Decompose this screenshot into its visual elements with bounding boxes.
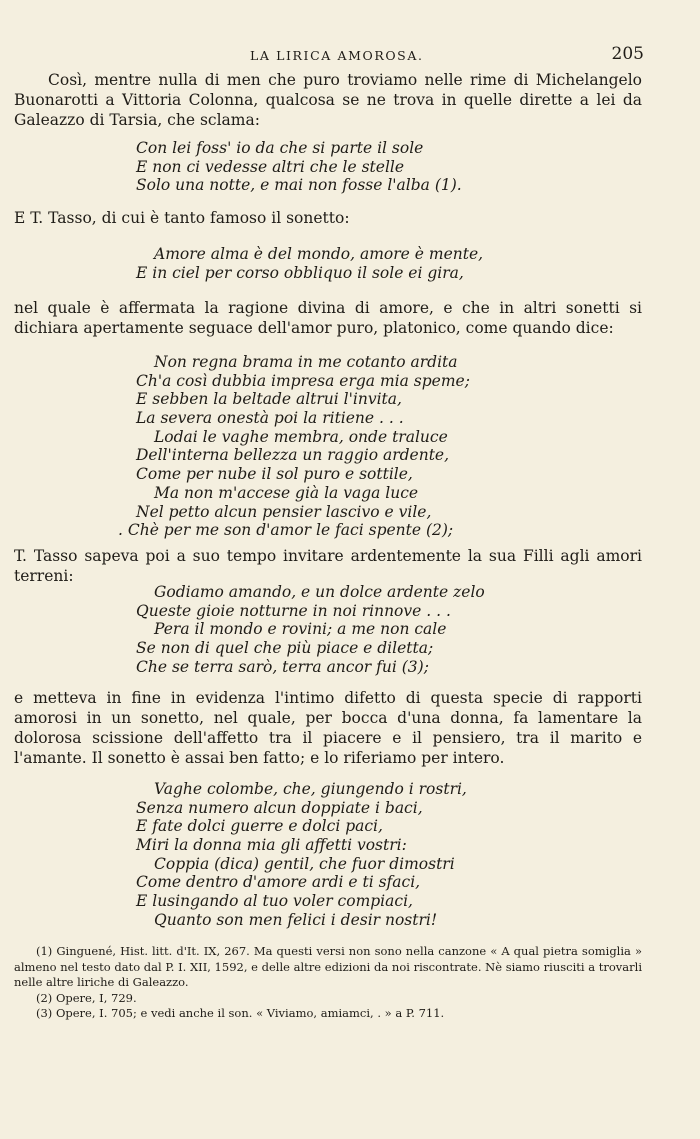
verse-line: Pera il mondo e rovini; a me non cale: [154, 620, 447, 639]
verse-line: Amore alma è del mondo, amore è mente,: [154, 245, 484, 263]
verse-line: Quanto son men felici i desir nostri!: [154, 910, 438, 929]
paragraph-3: nel quale è affermata la ragione divina di amore, e che in altri sonetti si dichiara apertamente seguace dell'amor puro, platonico, come quando dice:: [14, 299, 642, 337]
verse-tasso-platonico: [118, 353, 470, 540]
page-header: [0, 44, 700, 68]
paragraph-2: E T. Tasso, di cui è tanto famoso il sonetto:: [14, 209, 350, 227]
verse-tasso-amore: [136, 245, 483, 282]
verse-line: E non ci vedesse altri che le stelle: [136, 157, 405, 176]
verse-line: Solo una notte, e mai non fosse l'alba (1).: [136, 176, 462, 195]
verse-line: Come dentro d'amore ardi e ti sfaci,: [136, 873, 421, 892]
verse-line: Miri la donna mia gli affetti vostri:: [136, 836, 407, 855]
verse-line: Come per nube il sol puro e sottile,: [136, 465, 413, 484]
verse-line: Senza numero alcun doppiate i baci,: [136, 798, 423, 817]
verse-line: Godiamo amando, e un dolce ardente zelo: [154, 583, 485, 601]
verse-line: Non regna brama in me cotanto ardita: [154, 353, 458, 371]
verse-line: . Chè per me son d'amor le faci spente (2);: [118, 521, 454, 540]
verse-line: Dell'interna bellezza un raggio ardente,: [136, 446, 450, 465]
running-title: LA LIRICA AMOROSA.: [250, 48, 424, 63]
verse-line: Vaghe colombe, che, giungendo i rostri,: [154, 780, 467, 798]
footnote-1: (1) Ginguené, Hist. litt. d'It. IX, 267. Ma questi versi non sono nella canzone « A qual pietra somiglia » almeno nel testo dato dal P. I. XII, 1592, e delle altre edizioni da noi riscontrate. Nè siamo riusciti a trovarli nelle altre liriche di Galeazzo.: [14, 944, 642, 990]
verse-tasso-filli: [136, 583, 485, 676]
verse-line: E in ciel per corso obbliquo il sole ei gira,: [136, 263, 464, 282]
verse-line: La severa onestà poi la ritiene . . .: [136, 409, 404, 428]
paragraph-5: e metteva in fine in evidenza l'intimo difetto di questa specie di rapporti amorosi in un sonetto, nel quale, per bocca d'una donna, fa lamentare la dolorosa scissione dell'affetto tra il piacere e il pensiero, tra il marito e l'amante. Il sonetto è assai ben fatto; e lo riferiamo per intero.: [14, 689, 642, 767]
paragraph-4: T. Tasso sapeva poi a suo tempo invitare ardentemente la sua Filli agli amori terreni:: [14, 547, 642, 585]
verse-line: Coppia (dica) gentil, che fuor dimostri: [154, 854, 455, 873]
page-number: 205: [611, 44, 644, 64]
verse-line: Ch'a così dubbia impresa erga mia speme;: [136, 371, 470, 390]
verse-line: E sebben la beltade altrui l'invita,: [136, 390, 402, 409]
verse-sonetto-colombe: [136, 780, 467, 930]
verse-line: Se non di quel che più piace e diletta;: [136, 639, 434, 658]
verse-line: Nel petto alcun pensier lascivo e vile,: [136, 502, 432, 521]
footnote-3: (3) Opere, I. 705; e vedi anche il son. « Viviamo, amiamci, . » a P. 711.: [36, 1006, 445, 1021]
footnote-2: (2) Opere, I, 729.: [36, 990, 137, 1005]
verse-line: Ma non m'accese già la vaga luce: [154, 483, 419, 502]
verse-line: Lodai le vaghe membra, onde traluce: [154, 427, 448, 446]
verse-line: Con lei foss' io da che si parte il sole: [136, 139, 424, 157]
verse-line: E lusingando al tuo voler compiaci,: [136, 892, 413, 911]
verse-galeazzo: [136, 139, 462, 195]
verse-line: Che se terra sarò, terra ancor fui (3);: [136, 657, 429, 676]
verse-line: E fate dolci guerre e dolci paci,: [136, 817, 383, 836]
verse-line: Queste gioie notturne in noi rinnove . . .: [136, 601, 451, 620]
footnotes: [14, 944, 642, 1022]
paragraph-1: Così, mentre nulla di men che puro troviamo nelle rime di Michelangelo Buonarotti a Vittoria Colonna, qualcosa se ne trova in quelle dirette a lei da Galeazzo di Tarsia, che sclama:: [14, 71, 642, 129]
